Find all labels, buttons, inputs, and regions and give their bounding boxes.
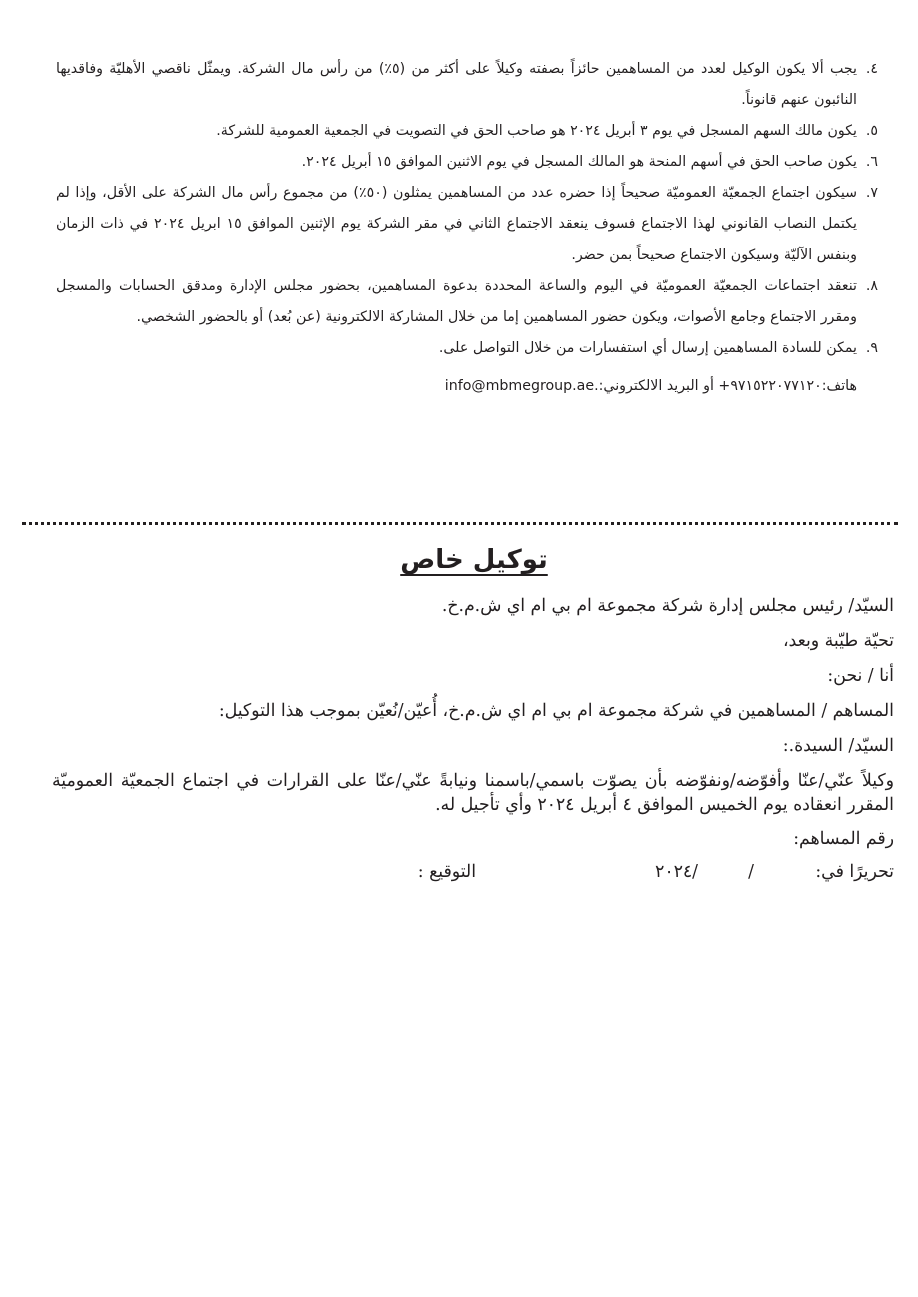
condition-text: سيكون اجتماع الجمعيّة العموميّة صحيحاً إذا حضره عدد من المساهمين يمثلون (٥٠٪) من مجموع رأس مال الشركة على الأقل، وإذا لم يكتمل النصاب القانوني لهذا الاجتماع فسوف ينعقد الاجتماع الثاني في مقر الشركة يوم الإثنين الموافق ١٥ ابريل ٢٠٢٤ في ذات الزمان وبنفس الآليّة وسيكون الاجتماع صحيحاً بمن حضر. [56, 185, 857, 263]
poa-authorization-text: وكيلاً عنّي/عنّا وأفوّضه/ونفوّضه بأن يصوّت باسمي/باسمنا ونيابةً عنّي/عنّا على القرارات في اجتماع الجمعيّة العموميّة المقرر انعقاده يوم الخميس الموافق ٤ أبريل ٢٠٢٤ وأي تأجيل له. [52, 771, 894, 815]
condition-number: ٩. [865, 340, 878, 356]
condition-number: ٧. [865, 185, 878, 201]
poa-principal-label: أنا / نحن: [827, 666, 894, 686]
poa-greeting: تحيّة طيّبة وبعد، [782, 631, 894, 651]
condition-item-8 [56, 271, 878, 333]
poa-proxy-name-label: السيّد/ السيدة.: [782, 736, 894, 756]
contact-phone-text: هاتف:٩٧١٥٢٢٠٧٧١٢٠+ أو البريد الالكتروني:. [594, 378, 857, 394]
dotted-separator [22, 522, 898, 525]
meeting-conditions-list [56, 54, 878, 402]
poa-written-in-label: تحريرًا في: [815, 862, 894, 882]
condition-text: يكون مالك السهم المسجل في يوم ٣ أبريل ٢٠٢٤ هو صاحب الحق في التصويت في الجمعية العمومية للشركة. [216, 123, 857, 139]
condition-item-4 [56, 54, 878, 116]
condition-number: ٦. [865, 154, 878, 170]
condition-item-9 [56, 333, 878, 402]
poa-date-separator: / [748, 862, 754, 882]
contact-email-link[interactable]: info@mbmegroup.ae [444, 378, 595, 394]
condition-text: يمكن للسادة المساهمين إرسال أي استفسارات من خلال التواصل على. [438, 340, 857, 356]
condition-number: ٥. [865, 123, 878, 139]
condition-text: تنعقد اجتماعات الجمعيّة العموميّة في اليوم والساعة المحددة بدعوة المساهمين، بحضور مجلس الإدارة ومدقق الحسابات والمسجل ومقرر الاجتماع وجامع الأصوات، ويكون حضور المساهمين إما من خلال المشاركة الالكترونية (عن بُعد) أو بالحضور الشخصي. [56, 278, 857, 325]
poa-date-signature-row [52, 862, 894, 890]
condition-item-6 [56, 147, 878, 178]
poa-shareholder-number-label: رقم المساهم: [793, 829, 894, 849]
condition-text: يكون صاحب الحق في أسهم المنحة هو المالك المسجل في يوم الاثنين الموافق ١٥ أبريل ٢٠٢٤. [301, 154, 857, 170]
poa-title: توكيل خاص [400, 545, 548, 575]
poa-shareholders-statement: المساهم / المساهمين في شركة مجموعة ام بي ام اي ش.م.خ، أُعيّن/نُعيّن بموجب هذا التوكيل: [218, 701, 894, 721]
poa-date-year: /٢٠٢٤ [655, 862, 698, 882]
condition-number: ٨. [865, 278, 878, 294]
poa-signature-label: التوقيع : [417, 862, 476, 882]
contact-line [56, 371, 857, 402]
condition-text: يجب ألا يكون الوكيل لعدد من المساهمين حائزاً بصفته وكيلاً على أكثر من (٥٪) من رأس مال الشركة. ويمثّل ناقصي الأهليّة وفاقديها النائبون عنهم قانوناً. [56, 61, 857, 108]
poa-addressee: السيّد/ رئيس مجلس إدارة شركة مجموعة ام بي ام اي ش.م.خ. [441, 596, 894, 616]
condition-item-5 [56, 116, 878, 147]
condition-item-7 [56, 178, 878, 271]
power-of-attorney-form [52, 594, 894, 890]
condition-number: ٤. [865, 61, 878, 77]
